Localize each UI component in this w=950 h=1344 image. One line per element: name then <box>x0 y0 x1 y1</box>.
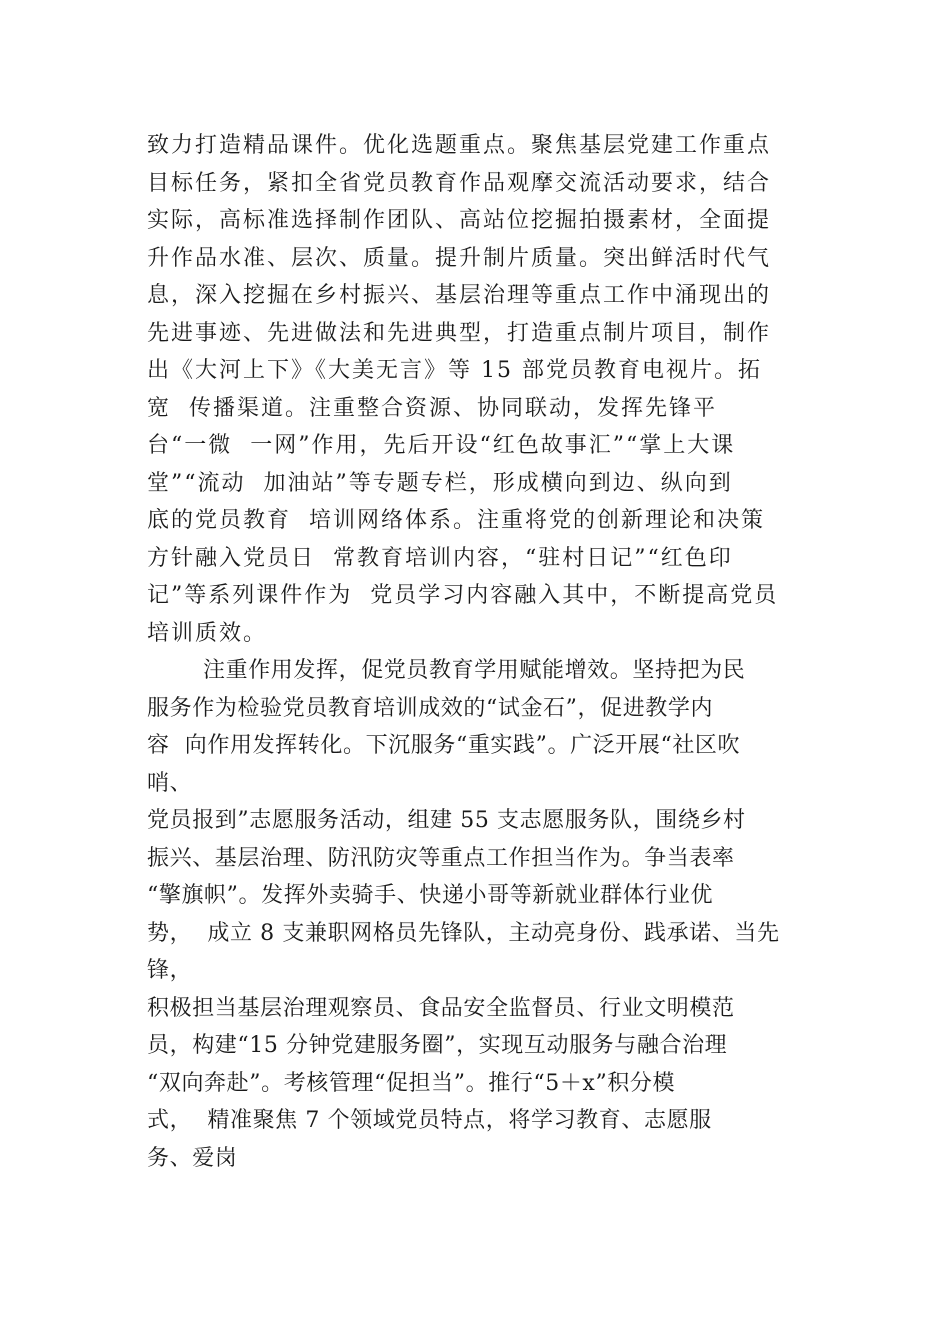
text-line: 目标任务，紧扣全省党员教育作品观摩交流活动要求，结合 <box>147 170 772 196</box>
text-line: 先进事迹、先进做法和先进典型，打造重点制片项目，制作 <box>147 320 772 346</box>
text-line: 实际，高标准选择制作团队、高站位挖掘拍摄素材，全面提 <box>147 208 772 233</box>
text-line: 振兴、基层治理、防汛防灾等重点工作担当作为。争当表率 <box>147 845 735 871</box>
text-line: 方针融入党员日 常教育培训内容，“驻村日记”“红色印 <box>147 545 733 571</box>
text-line: 升作品水准、层次、质量。提升制片质量。突出鲜活时代气 <box>147 245 772 271</box>
text-line: “双向奔赴”。考核管理“促担当”。推行“5＋x”积分模 <box>147 1070 676 1096</box>
text-line: 底的党员教育 培训网络体系。注重将党的创新理论和决策 <box>147 508 765 533</box>
text-line: 培训质效。 <box>147 620 268 646</box>
text-line: 哨、 <box>147 770 193 796</box>
text-line: 容 向作用发挥转化。下沉服务“重实践”。广泛开展“社区吹 <box>147 733 741 758</box>
text-line: 势， 成立 8 支兼职网格员先锋队，主动亮身份、践承诺、当先 <box>147 920 780 946</box>
text-line: 务、爱岗 <box>147 1145 238 1171</box>
text-line: “擎旗帜”。发挥外卖骑手、快递小哥等新就业群体行业优 <box>147 883 714 908</box>
text-line: 堂”“流动 加油站”等专题专栏，形成横向到边、纵向到 <box>147 470 733 496</box>
text-line: 服务作为检验党员教育培训成效的“试金石”，促进教学内 <box>147 695 714 721</box>
text-line: 记”等系列课件作为 党员学习内容融入其中，不断提高党员 <box>147 583 779 608</box>
text-line: 致力打造精品课件。优化选题重点。聚焦基层党建工作重点 <box>147 133 772 158</box>
text-line: 息，深入挖掘在乡村振兴、基层治理等重点工作中涌现出的 <box>147 283 772 308</box>
paragraph-start-line: 注重作用发挥，促党员教育学用赋能增效。坚持把为民 <box>203 658 746 683</box>
text-line: 积极担当基层治理观察员、食品安全监督员、行业文明模范 <box>147 995 735 1021</box>
text-line: 党员报到”志愿服务活动，组建 55 支志愿服务队，围绕乡村 <box>147 808 746 833</box>
text-line: 宽 传播渠道。注重整合资源、协同联动，发挥先锋平 <box>147 395 717 421</box>
body-text <box>147 127 847 1177</box>
text-line: 锋， <box>147 958 193 983</box>
text-line: 出《大河上下》《大美无言》等 15 部党员教育电视片。拓 <box>147 358 762 383</box>
text-line: 员，构建“15 分钟党建服务圈”，实现互动服务与融合治理 <box>147 1033 728 1058</box>
text-line: 台“一微 一网”作用，先后开设“红色故事汇”“掌上大课 <box>147 433 736 458</box>
text-line: 式， 精准聚焦 7 个领域党员特点，将学习教育、志愿服 <box>147 1108 712 1133</box>
